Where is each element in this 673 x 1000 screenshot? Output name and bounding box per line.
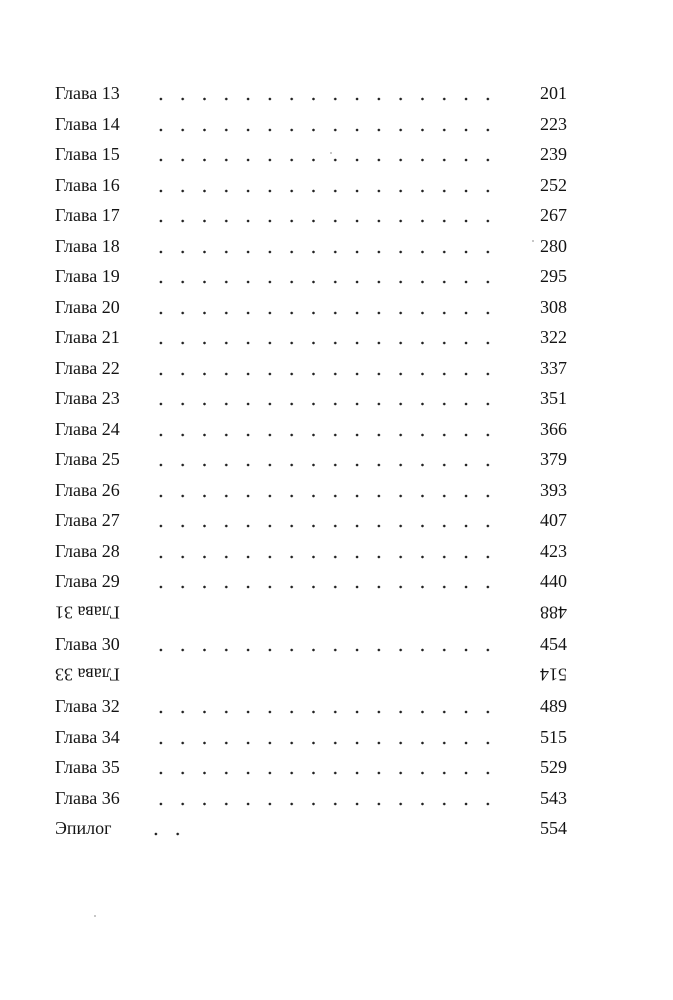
toc-entry-epilogue bbox=[55, 813, 567, 844]
dot-leader bbox=[150, 219, 507, 223]
toc-entry-chapter-33-inverted bbox=[55, 659, 567, 691]
dot-leader bbox=[150, 741, 507, 745]
dot-leader bbox=[150, 433, 507, 437]
toc-entry-page: 366 bbox=[540, 414, 567, 445]
dot-leader bbox=[150, 341, 507, 345]
toc-entry-title: Глава 31 bbox=[55, 597, 120, 628]
toc-entry-chapter-14 bbox=[55, 109, 567, 140]
toc-entry-page: 337 bbox=[540, 353, 567, 384]
toc-entry-title: Глава 24 bbox=[55, 414, 120, 445]
toc-entry-chapter-36 bbox=[55, 783, 567, 814]
toc-entry-title: Глава 13 bbox=[55, 78, 120, 109]
dot-leader bbox=[150, 128, 507, 132]
dot-leader bbox=[150, 710, 507, 714]
dot-leader bbox=[150, 494, 507, 498]
toc-entry-title: Глава 26 bbox=[55, 475, 120, 506]
toc-entry-page: 393 bbox=[540, 475, 567, 506]
toc-entry-chapter-23 bbox=[55, 383, 567, 414]
toc-entry-chapter-28 bbox=[55, 536, 567, 567]
toc-entry-page: 201 bbox=[540, 78, 567, 109]
toc-entry-title: Глава 30 bbox=[55, 629, 120, 660]
toc-entry-chapter-24 bbox=[55, 414, 567, 445]
dot-leader bbox=[150, 648, 507, 652]
toc-entry-chapter-31-inverted bbox=[55, 597, 567, 629]
dot-leader bbox=[150, 372, 507, 376]
dot-leader bbox=[150, 311, 507, 315]
toc-entry-page: 543 bbox=[540, 783, 567, 814]
toc-entry-page: 489 bbox=[540, 691, 567, 722]
toc-entry-title: Глава 19 bbox=[55, 261, 120, 292]
toc-entry-title: Глава 20 bbox=[55, 292, 120, 323]
toc-entry-chapter-27 bbox=[55, 505, 567, 536]
toc-entry-page: 407 bbox=[540, 505, 567, 536]
toc-entry-page: 488 bbox=[540, 597, 567, 628]
toc-entry-page: 514 bbox=[540, 659, 567, 690]
toc-entry-title: Глава 36 bbox=[55, 783, 120, 814]
toc-entry-title: Глава 25 bbox=[55, 444, 120, 475]
toc-entry-title: Глава 35 bbox=[55, 752, 120, 783]
table-of-contents bbox=[55, 78, 567, 844]
toc-entry-page: 295 bbox=[540, 261, 567, 292]
toc-entry-chapter-30 bbox=[55, 629, 567, 660]
toc-entry-title: Глава 21 bbox=[55, 322, 120, 353]
toc-entry-chapter-19 bbox=[55, 261, 567, 292]
toc-entry-page: 554 bbox=[540, 813, 567, 844]
toc-entry-page: 423 bbox=[540, 536, 567, 567]
toc-entry-page: 223 bbox=[540, 109, 567, 140]
toc-entry-chapter-29 bbox=[55, 566, 567, 597]
dot-leader bbox=[150, 280, 507, 284]
toc-entry-title: Глава 29 bbox=[55, 566, 120, 597]
toc-entry-title: Глава 28 bbox=[55, 536, 120, 567]
toc-entry-title: Глава 33 bbox=[55, 659, 120, 690]
scan-speck bbox=[532, 240, 534, 242]
toc-entry-page: 267 bbox=[540, 200, 567, 231]
toc-entry-page: 351 bbox=[540, 383, 567, 414]
toc-entry-chapter-32 bbox=[55, 691, 567, 722]
toc-entry-page: 529 bbox=[540, 752, 567, 783]
toc-entry-page: 515 bbox=[540, 722, 567, 753]
toc-entry-title: Глава 15 bbox=[55, 139, 120, 170]
toc-entry-title: Глава 18 bbox=[55, 231, 120, 262]
toc-entry-chapter-25 bbox=[55, 444, 567, 475]
toc-entry-title: Глава 32 bbox=[55, 691, 120, 722]
toc-entry-title: Глава 17 bbox=[55, 200, 120, 231]
dot-leader bbox=[150, 463, 507, 467]
scan-speck bbox=[330, 152, 332, 154]
toc-entry-page: 322 bbox=[540, 322, 567, 353]
dot-leader bbox=[150, 158, 507, 162]
toc-entry-chapter-18 bbox=[55, 231, 567, 262]
dot-leader bbox=[150, 555, 507, 559]
toc-entry-chapter-15 bbox=[55, 139, 567, 170]
toc-entry-title: Глава 34 bbox=[55, 722, 120, 753]
toc-entry-page: 239 bbox=[540, 139, 567, 170]
dot-leader bbox=[150, 250, 507, 254]
dot-leader bbox=[150, 771, 507, 775]
toc-entry-page: 308 bbox=[540, 292, 567, 323]
toc-entry-title: Эпилог bbox=[55, 813, 112, 844]
toc-entry-chapter-22 bbox=[55, 353, 567, 384]
dot-leader bbox=[150, 802, 507, 806]
dot-leader bbox=[150, 189, 507, 193]
toc-entry-page: 440 bbox=[540, 566, 567, 597]
toc-entry-chapter-35 bbox=[55, 752, 567, 783]
toc-entry-chapter-34 bbox=[55, 722, 567, 753]
toc-entry-title: Глава 23 bbox=[55, 383, 120, 414]
toc-entry-page: 454 bbox=[540, 629, 567, 660]
dot-leader bbox=[150, 524, 507, 528]
toc-entry-page: 280 bbox=[540, 231, 567, 262]
toc-entry-chapter-20 bbox=[55, 292, 567, 323]
dot-leader bbox=[150, 97, 507, 101]
toc-entry-page: 379 bbox=[540, 444, 567, 475]
dot-leader bbox=[150, 402, 507, 406]
toc-entry-chapter-17 bbox=[55, 200, 567, 231]
dot-leader bbox=[150, 585, 507, 589]
toc-entry-page: 252 bbox=[540, 170, 567, 201]
dot-leader bbox=[145, 832, 193, 836]
toc-entry-title: Глава 14 bbox=[55, 109, 120, 140]
toc-entry-chapter-21 bbox=[55, 322, 567, 353]
toc-entry-chapter-13 bbox=[55, 78, 567, 109]
toc-entry-title: Глава 22 bbox=[55, 353, 120, 384]
toc-entry-chapter-16 bbox=[55, 170, 567, 201]
toc-entry-title: Глава 27 bbox=[55, 505, 120, 536]
toc-entry-title: Глава 16 bbox=[55, 170, 120, 201]
scan-speck bbox=[94, 915, 96, 917]
toc-entry-chapter-26 bbox=[55, 475, 567, 506]
